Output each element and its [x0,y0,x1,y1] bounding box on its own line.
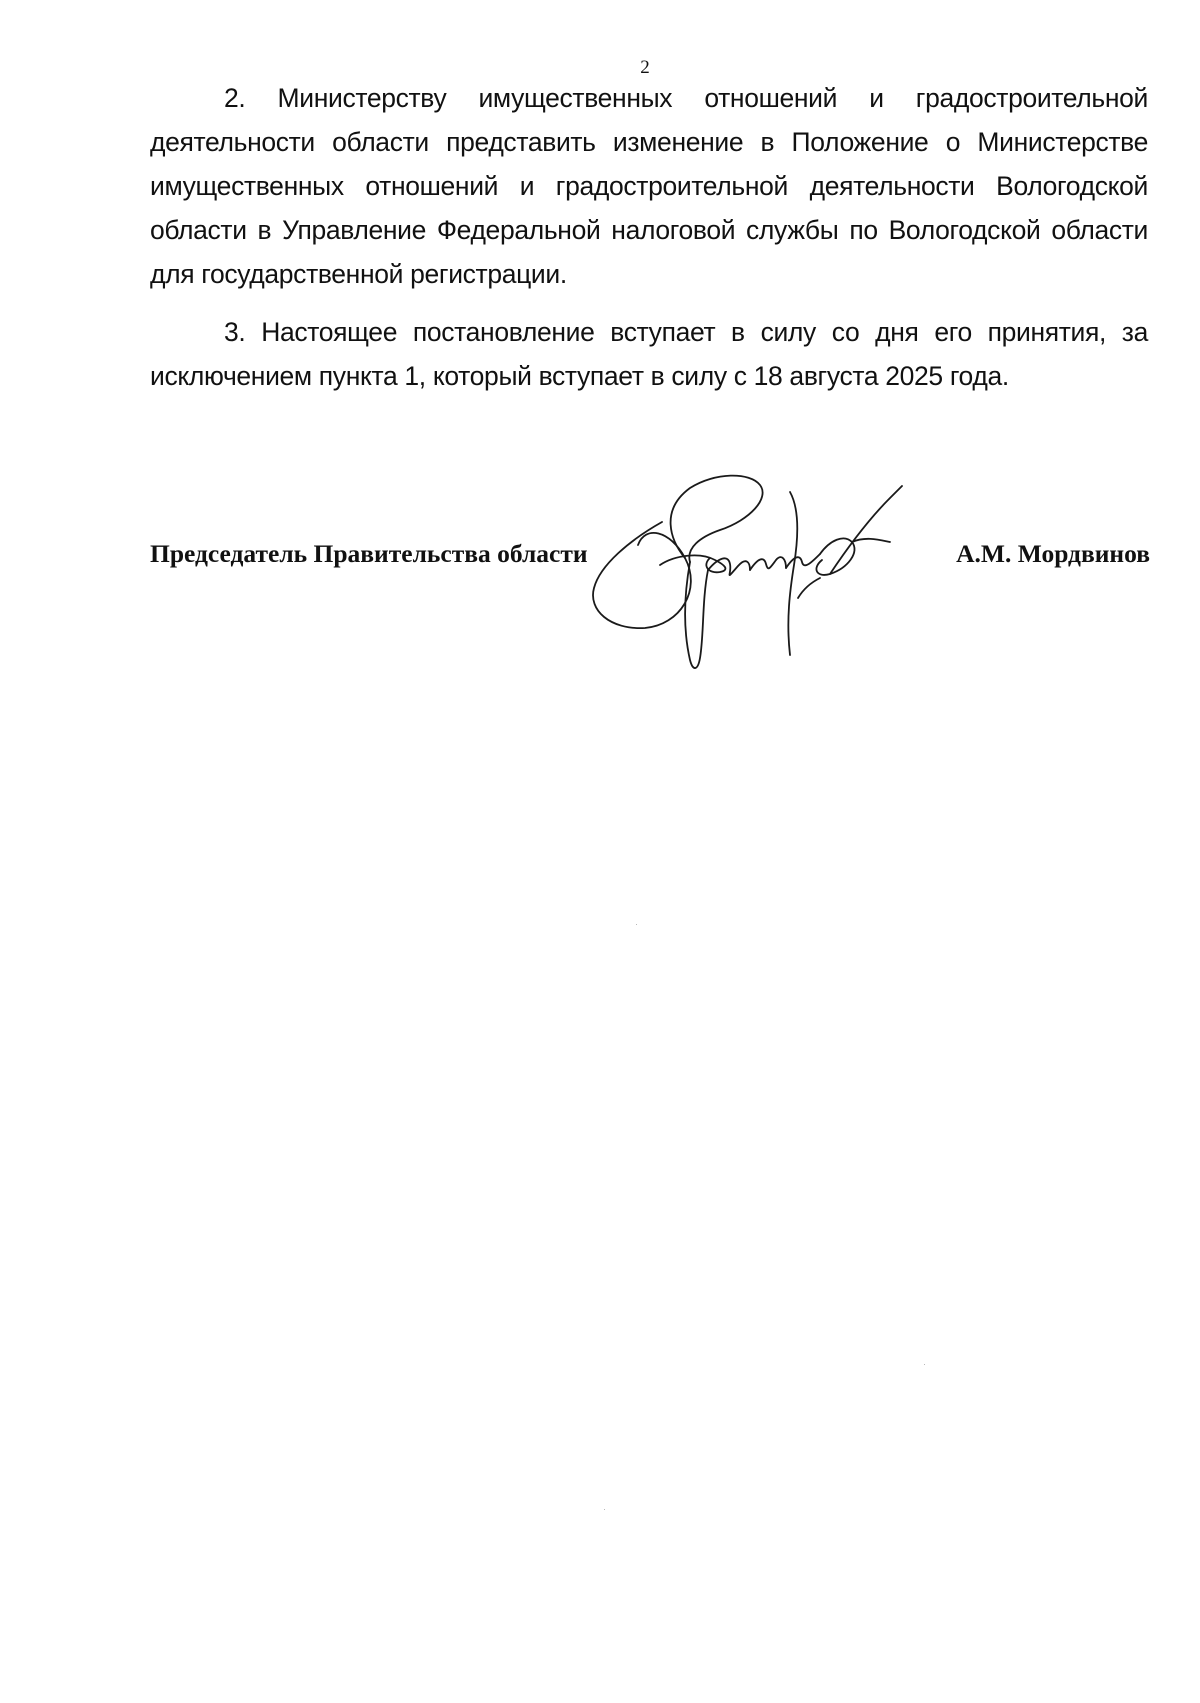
scan-speck [604,1509,605,1510]
document-body [150,76,1148,412]
handwritten-signature [590,470,950,680]
paragraph-3: 3. Настоящее постановление вступает в силу со дня его принятия, за исключением пункта 1, который вступает в силу с 18 августа 2025 года. [150,317,1148,391]
page-number: 2 [640,57,650,78]
scan-speck [924,1364,925,1365]
signer-name: А.М. Мордвинов [956,539,1150,568]
paragraph-2: 2. Министерству имущественных отношений и градостроительной деятельности области представить изменение в Положение о Министерстве имущественных отношений и градостроительной деятельности Вологодской области в Управление Федеральной налоговой службы по Вологодской области для государственной регистрации. [150,83,1148,289]
scan-speck [636,924,637,925]
signer-position-title: Председатель Правительства области [150,539,588,568]
